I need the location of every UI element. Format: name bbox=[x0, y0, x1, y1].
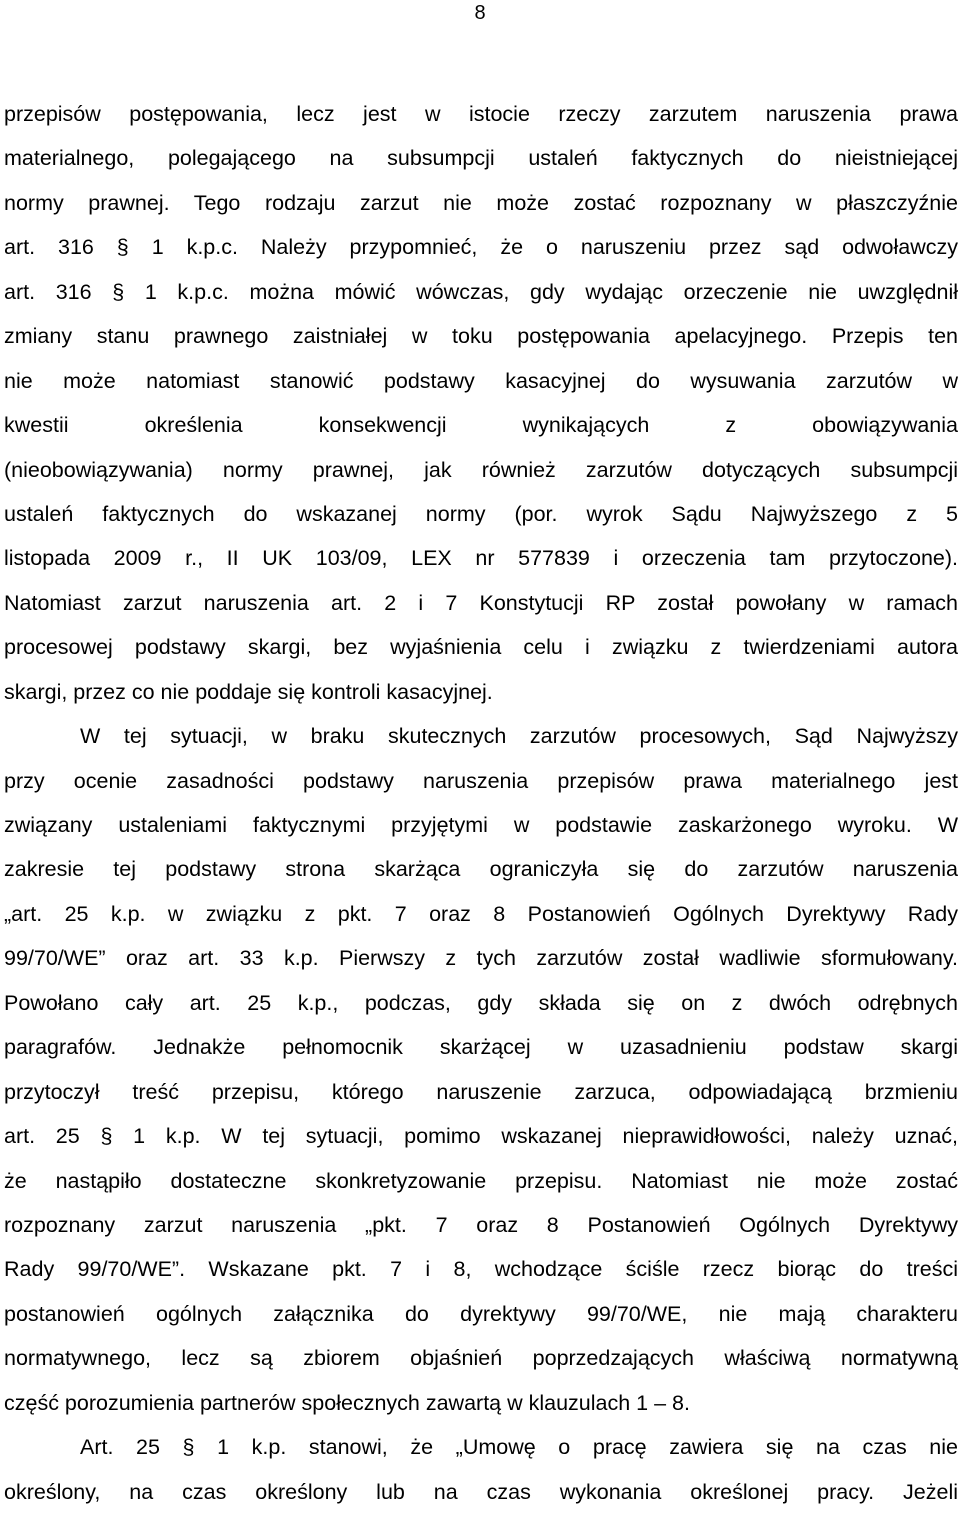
text-line: Rady 99/70/WE”. Wskazane pkt. 7 i 8, wchodzące ściśle rzecz biorąc do treści bbox=[4, 1257, 958, 1282]
page-number: 8 bbox=[474, 2, 486, 24]
text-line: ustaleń faktycznych do wskazanej normy (por. wyrok Sądu Najwyższego z 5 bbox=[4, 501, 958, 526]
text-line: paragrafów. Jednakże pełnomocnik skarżącej w uzasadnieniu podstaw skargi bbox=[4, 1035, 958, 1060]
text-line: przepisów postępowania, lecz jest w istocie rzeczy zarzutem naruszenia prawa bbox=[4, 102, 958, 126]
text-line: Natomiast zarzut naruszenia art. 2 i 7 Konstytucji RP został powołany w ramach bbox=[4, 590, 958, 615]
text-line: przytoczył treść przepisu, którego naruszenie zarzuca, odpowiadającą brzmieniu bbox=[4, 1079, 958, 1104]
text-line: (nieobowiązywania) normy prawnej, jak również zarzutów dotyczących subsumpcji bbox=[4, 457, 958, 482]
text-line: zmiany stanu prawnego zaistniałej w toku postępowania apelacyjnego. Przepis ten bbox=[4, 324, 958, 349]
text-line: normy prawnej. Tego rodzaju zarzut nie może zostać rozpoznany w płaszczyźnie bbox=[4, 190, 958, 215]
text-line: art. 25 § 1 k.p. W tej sytuacji, pomimo wskazanej nieprawidłowości, należy uznać, bbox=[4, 1124, 958, 1149]
text-line: zakresie tej podstawy strona skarżąca ograniczyła się do zarzutów naruszenia bbox=[4, 857, 958, 882]
text-line: przy ocenie zasadności podstawy naruszenia przepisów prawa materialnego jest bbox=[4, 768, 958, 793]
text-line: art. 316 § 1 k.p.c. Należy przypomnieć, że o naruszeniu przez sąd odwoławczy bbox=[4, 235, 958, 260]
document-body bbox=[4, 92, 958, 1514]
text-line: normatywnego, lecz są zbiorem objaśnień poprzedzających właściwą normatywną bbox=[4, 1346, 958, 1371]
text-line: art. 316 § 1 k.p.c. można mówić wówczas, gdy wydając orzeczenie nie uwzględnił bbox=[4, 279, 958, 304]
text-line: Powołano cały art. 25 k.p., podczas, gdy składa się on z dwóch odrębnych bbox=[4, 990, 958, 1015]
text-line: nie może natomiast stanowić podstawy kasacyjnej do wysuwania zarzutów w bbox=[4, 368, 958, 393]
text-line: procesowej podstawy skargi, bez wyjaśnienia celu i związku z twierdzeniami autora bbox=[4, 635, 958, 660]
text-line: „art. 25 k.p. w związku z pkt. 7 oraz 8 Postanowień Ogólnych Dyrektywy Rady bbox=[4, 901, 958, 926]
text-line: kwestii określenia konsekwencji wynikających z obowiązywania bbox=[4, 413, 958, 438]
text-line: związany ustaleniami faktycznymi przyjętymi w podstawie zaskarżonego wyroku. W bbox=[4, 813, 958, 837]
text-line: postanowień ogólnych załącznika do dyrektywy 99/70/WE, nie mają charakteru bbox=[4, 1301, 958, 1326]
text-line: rozpoznany zarzut naruszenia „pkt. 7 oraz 8 Postanowień Ogólnych Dyrektywy bbox=[4, 1212, 958, 1237]
text-line: 99/70/WE” oraz art. 33 k.p. Pierwszy z tych zarzutów został wadliwie sformułowany. bbox=[4, 946, 958, 971]
text-line: że nastąpiło dostateczne skonkretyzowanie przepisu. Natomiast nie może zostać bbox=[4, 1168, 958, 1193]
text-line: Art. 25 § 1 k.p. stanowi, że „Umowę o pracę zawiera się na czas nie bbox=[80, 1435, 958, 1460]
text-line: część porozumienia partnerów społecznych zawartą w klauzulach 1 – 8. bbox=[4, 1390, 690, 1415]
text-line: określony, na czas określony lub na czas wykonania określonej pracy. Jeżeli bbox=[4, 1479, 958, 1504]
text-line: materialnego, polegającego na subsumpcji ustaleń faktycznych do nieistniejącej bbox=[4, 146, 958, 171]
text-line: W tej sytuacji, w braku skutecznych zarzutów procesowych, Sąd Najwyższy bbox=[80, 724, 958, 749]
text-line: skargi, przez co nie poddaje się kontroli kasacyjnej. bbox=[4, 679, 493, 704]
text-line: listopada 2009 r., II UK 103/09, LEX nr 577839 i orzeczenia tam przytoczone). bbox=[4, 546, 958, 571]
